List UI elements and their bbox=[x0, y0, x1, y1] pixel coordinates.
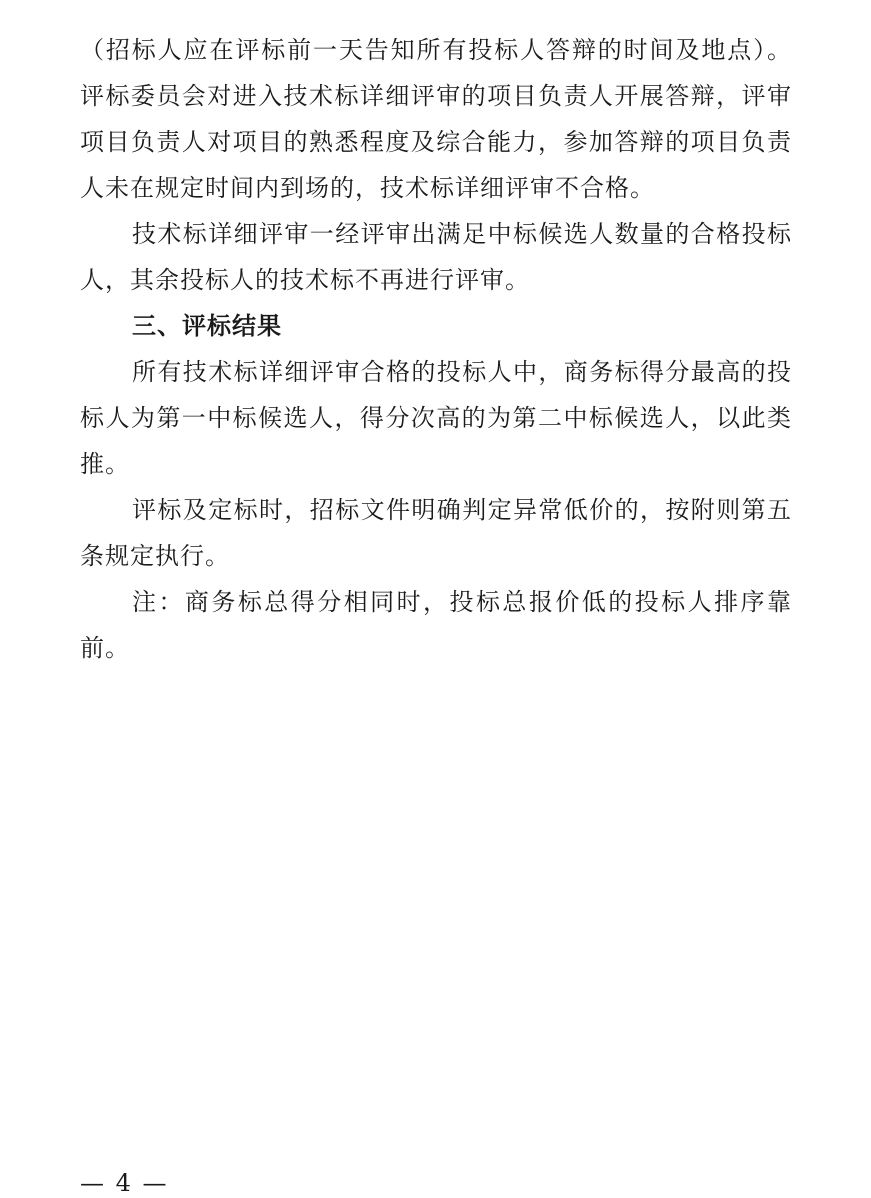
paragraph-note: 注：商务标总得分相同时，投标总报价低的投标人排序靠前。 bbox=[80, 588, 792, 662]
page-number: — 4 — bbox=[80, 1169, 169, 1197]
section-heading: 三、评标结果 bbox=[132, 312, 282, 340]
paragraph-evaluation-result: 所有技术标详细评审合格的投标人中，商务标得分最高的投标人为第一中标候选人，得分次高的为第二中标候选人，以此类推。 bbox=[80, 358, 792, 478]
paragraph-defense-notice: （招标人应在评标前一天告知所有投标人答辩的时间及地点）。评标委员会对进入技术标详细评审的项目负责人开展答辩，评审项目负责人对项目的熟悉程度及综合能力，参加答辩的项目负责人未在规定时间内到场的，技术标详细评审不合格。 bbox=[80, 36, 792, 202]
paragraph-abnormal-low-price: 评标及定标时，招标文件明确判定异常低价的，按附则第五条规定执行。 bbox=[80, 496, 792, 570]
paragraph-technical-review: 技术标详细评审一经评审出满足中标候选人数量的合格投标人，其余投标人的技术标不再进行评审。 bbox=[80, 220, 792, 294]
document-body bbox=[80, 27, 792, 671]
